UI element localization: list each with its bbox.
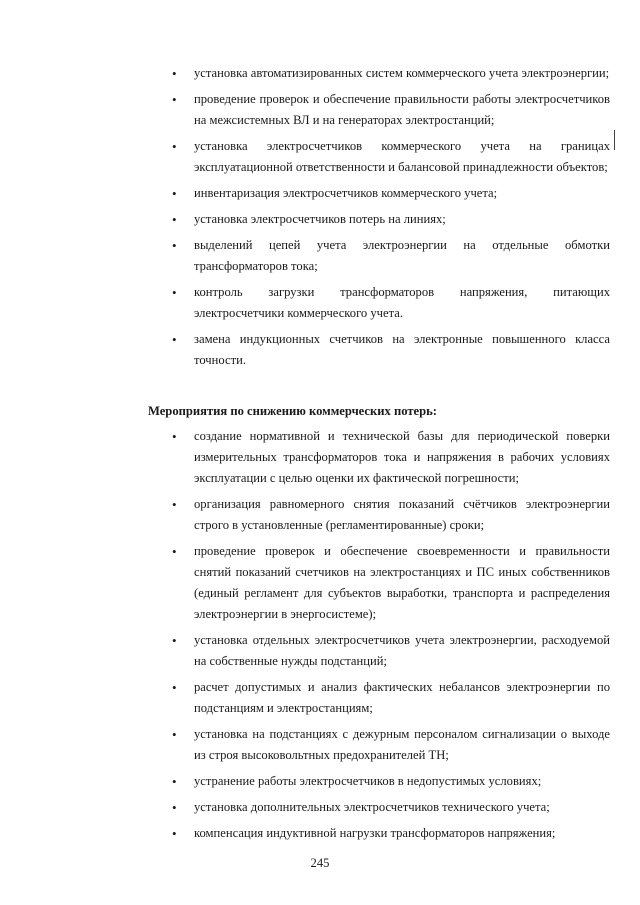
list-item-text: замена индукционных счетчиков на электронные повышенного класса точности. <box>194 332 610 367</box>
bullet-icon: • <box>172 285 177 300</box>
bullet-icon: • <box>172 826 177 841</box>
bullet-icon: • <box>172 186 177 201</box>
measures-list-technical <box>172 63 610 376</box>
list-item <box>172 677 610 719</box>
bullet-icon: • <box>172 92 177 107</box>
list-item-text: проведение проверок и обеспечение правильности работы электросчетчиков на межсистемных ВЛ и на генераторах электростанций; <box>194 92 610 127</box>
list-item-text: расчет допустимых и анализ фактических небалансов электроэнергии по подстанциям и электростанциям; <box>194 680 610 715</box>
bullet-icon: • <box>172 429 177 444</box>
margin-mark <box>614 130 615 150</box>
list-item-text: установка отдельных электросчетчиков учета электроэнергии, расходуемой на собственные нужды подстанций; <box>194 633 610 668</box>
list-item <box>172 282 610 324</box>
bullet-icon: • <box>172 680 177 695</box>
list-item-text: проведение проверок и обеспечение своевременности и правильности снятий показаний счетчиков на электростанциях и ПС иных собственников (единый регламент для субъектов выработки, транспорта и распределения электроэнергии в энергосистеме); <box>194 544 610 621</box>
bullet-icon: • <box>172 238 177 253</box>
list-item <box>172 541 610 625</box>
list-item <box>172 494 610 536</box>
list-item-text: компенсация индуктивной нагрузки трансформаторов напряжения; <box>194 826 556 840</box>
list-item-text: установка электросчетчиков потерь на линиях; <box>194 212 446 226</box>
list-item <box>172 771 610 792</box>
list-item <box>172 63 610 84</box>
measures-list-commercial <box>172 426 610 849</box>
bullet-icon: • <box>172 774 177 789</box>
list-item-text: создание нормативной и технической базы для периодической поверки измерительных трансформаторов тока и напряжения в рабочих условиях эксплуатации с целью оценки их фактической погрешности; <box>194 429 610 485</box>
list-item-text: контроль загрузки трансформаторов напряжения, питающих электросчетчики коммерческого учета. <box>194 285 610 320</box>
list-item <box>172 823 610 844</box>
page-number: 245 <box>310 856 330 870</box>
list-item <box>172 426 610 489</box>
bullet-icon: • <box>172 332 177 347</box>
list-item <box>172 797 610 818</box>
bullet-icon: • <box>172 633 177 648</box>
list-item <box>172 89 610 131</box>
list-item <box>172 209 610 230</box>
bullet-icon: • <box>172 727 177 742</box>
list-item <box>172 724 610 766</box>
list-item-text: установка дополнительных электросчетчиков технического учета; <box>194 800 550 814</box>
list-item <box>172 183 610 204</box>
bullet-icon: • <box>172 800 177 815</box>
bullet-icon: • <box>172 139 177 154</box>
bullet-icon: • <box>172 212 177 227</box>
list-item-text: устранение работы электросчетчиков в недопустимых условиях; <box>194 774 542 788</box>
list-item-text: установка автоматизированных систем коммерческого учета электроэнергии; <box>194 66 610 80</box>
list-item <box>172 630 610 672</box>
bullet-icon: • <box>172 497 177 512</box>
list-item-text: выделений цепей учета электроэнергии на отдельные обмотки трансформаторов тока; <box>194 238 610 273</box>
list-item <box>172 329 610 371</box>
list-item-text: организация равномерного снятия показаний счётчиков электроэнергии строго в установленные (регламентированные) сроки; <box>194 497 610 532</box>
list-item-text: установка на подстанциях с дежурным персоналом сигнализации о выходе из строя высоковольтных предохранителей ТН; <box>194 727 610 762</box>
list-item-text: установка электросчетчиков коммерческого учета на границах эксплуатационной ответственности и балансовой принадлежности объектов; <box>194 139 610 174</box>
bullet-icon: • <box>172 544 177 559</box>
section-heading: Мероприятия по снижению коммерческих потерь: <box>148 404 437 418</box>
list-item-text: инвентаризация электросчетчиков коммерческого учета; <box>194 186 498 200</box>
bullet-icon: • <box>172 66 177 81</box>
list-item <box>172 235 610 277</box>
list-item <box>172 136 610 178</box>
